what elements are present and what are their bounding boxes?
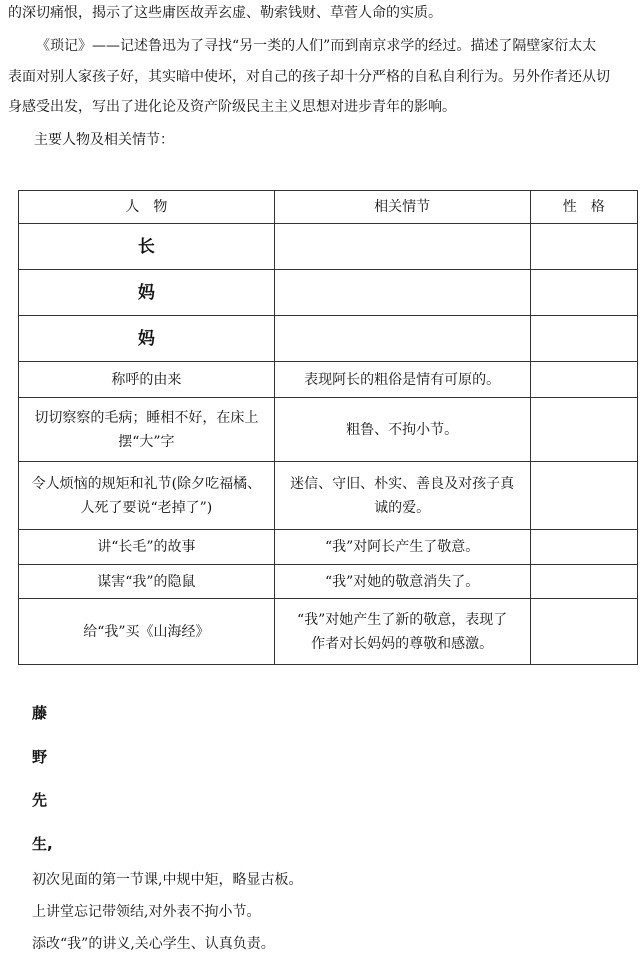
table-header-row [19,191,638,224]
table-cell [530,398,637,462]
table-cell [530,599,637,665]
cell-line: 令人烦恼的规矩和礼节(除夕吃福橘、 [31,475,262,492]
name-char-1: 长 [19,224,275,270]
header-character: 人 物 [19,191,275,224]
name-char-3: 妈 [19,316,275,362]
table-cell [274,224,530,270]
table-cell [530,565,637,599]
plot-event [19,599,275,665]
cell-line: 人死了要说“老掉了”) [80,499,213,516]
cell-line: 给“我”买《山海经》 [83,623,210,640]
cell-line: 切切察察的毛病；睡相不好，在床上 [34,409,259,426]
cell-line: “我”对她产生了新的敬意，表现了 [296,611,508,628]
paragraph-line-1: 的深切痛恨，揭示了这些庸医故弄玄虚、勒索钱财、草菅人命的实质。 [8,5,442,21]
plot-detail [274,362,530,398]
plot-event [19,462,275,530]
cell-line: 讲“长毛”的故事 [97,539,196,555]
plot-detail [274,530,530,565]
table-cell [530,530,637,565]
cell-line: 迷信、守旧、朴实、善良及对孩子真 [290,475,515,492]
section-heading: 主要人物及相关情节： [34,132,174,148]
name-char-2: 妈 [19,270,275,316]
table-row [19,398,638,462]
plot-detail [274,398,530,462]
cell-line: “我”对她的敬意消失了。 [324,573,480,590]
plot-detail [274,462,530,530]
plot-detail [274,565,530,599]
cell-line: 诚的爱。 [374,499,431,516]
vertical-title-char-4: 生, [32,835,53,853]
plot-event [19,362,275,398]
plot-event [19,565,275,599]
vertical-title-char-1: 藤 [32,704,48,722]
vertical-title-char-2: 野 [32,748,48,766]
cell-line: 粗鲁、不拘小节。 [346,421,459,438]
cell-line: 表现阿长的粗俗是情有可原的。 [304,371,501,388]
table-cell [274,316,530,362]
table-row [19,316,638,362]
plot-event [19,398,275,462]
cell-line: 作者对长妈妈的尊敬和感激。 [311,635,494,652]
cell-line: 摆“大”字 [118,433,175,450]
bottom-line-1: 初次见面的第一节课,中规中矩，略显古板。 [32,872,303,888]
table-cell [530,316,637,362]
header-plot: 相关情节 [274,191,530,224]
table-cell [530,362,637,398]
paragraph-line-4: 身感受出发，写出了进化论及资产阶级民主主义思想对进步青年的影响。 [8,99,456,115]
header-personality: 性 格 [530,191,637,224]
table-cell [530,462,637,530]
table-cell [274,270,530,316]
table-row [19,565,638,599]
table-row [19,599,638,665]
bottom-line-2: 上讲堂忘记带领结,对外表不拘小节。 [32,904,261,920]
cell-line: 谋害“我”的隐鼠 [97,573,196,590]
plot-detail [274,599,530,665]
paragraph-line-3: 表面对别人家孩子好，其实暗中使坏，对自己的孩子却十分严格的自私自利行为。另外作者还从切 [8,69,610,85]
paragraph-line-2: 《琐记》——记述鲁迅为了寻找“另一类的人们”而到南京求学的经过。描述了隔壁家衍太太 [36,38,597,54]
table-row [19,462,638,530]
table-row [19,224,638,270]
vertical-title-char-3: 先 [32,791,48,809]
table-row [19,530,638,565]
table-cell [530,270,637,316]
bottom-line-3: 添改“我”的讲义,关心学生、认真负责。 [32,936,275,952]
character-table [18,190,638,665]
cell-line: “我”对阿长产生了敬意。 [324,539,480,555]
cell-line: 称呼的由来 [111,371,182,388]
table-row [19,270,638,316]
table-cell [530,224,637,270]
table-row [19,362,638,398]
plot-event [19,530,275,565]
